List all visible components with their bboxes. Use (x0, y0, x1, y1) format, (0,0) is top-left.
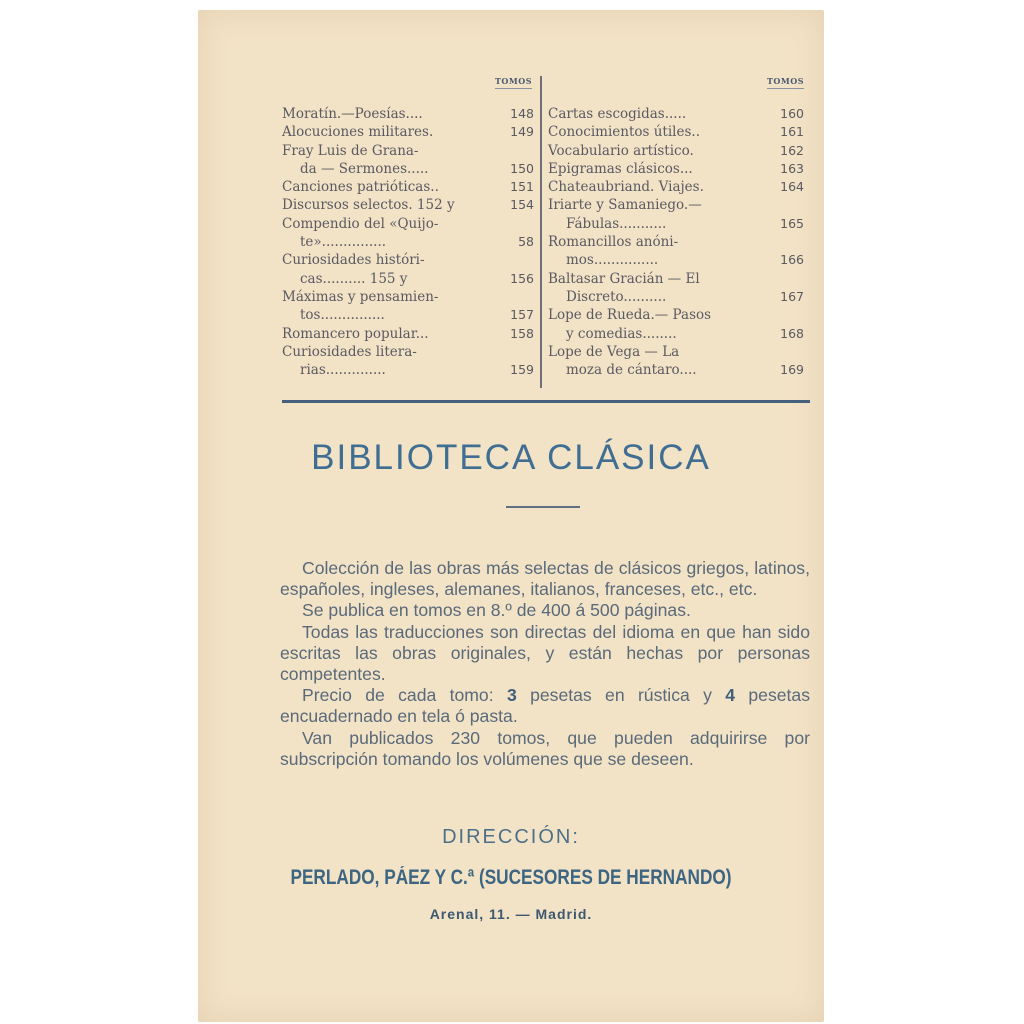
index-entry (282, 270, 540, 288)
entry-title: Epigramas clásicos... (548, 160, 693, 177)
entry-title: Cartas escogidas..... (548, 106, 687, 122)
index-entry (282, 361, 540, 379)
entry-title: Romancillos anóni- (548, 234, 679, 251)
entry-title: Discursos selectos. 152 y (282, 197, 455, 214)
index-entry (548, 325, 806, 343)
price-rustica: 3 (506, 685, 517, 706)
index-entry (282, 160, 540, 178)
paragraph-format: Se publica en tomos en 8.º de 400 á 500 páginas. (302, 600, 691, 621)
entry-volume-number: 164 (780, 179, 804, 195)
entry-title: rias.............. (300, 362, 386, 379)
price-text: pesetas encuadernado en tela ó pasta. (280, 685, 811, 727)
index-entry (548, 160, 806, 178)
entry-volume-number: 163 (780, 160, 804, 176)
entry-title: Curiosidades litera- (282, 343, 417, 360)
entry-title: Canciones patrióticas.. (282, 179, 439, 196)
paragraph-published: Van publicados 230 tomos, que pueden adquirirse por subscripción tomando los volúmenes que se deseen. (280, 727, 810, 769)
index-entry (548, 361, 806, 379)
entry-title: Fray Luis de Grana- (282, 142, 419, 159)
entry-title: Curiosidades históri- (282, 252, 425, 269)
entry-title: mos............... (566, 252, 659, 269)
index-entry (548, 233, 806, 251)
entry-volume-number: 169 (780, 362, 804, 378)
index-entry (548, 306, 806, 324)
entry-volume-number: 162 (780, 142, 804, 158)
entry-volume-number: 161 (780, 124, 804, 140)
index-entry (548, 196, 806, 214)
entry-volume-number: 58 (518, 234, 534, 250)
index-rows-left (282, 105, 540, 379)
index-entry (282, 325, 540, 343)
paragraph-price (280, 685, 810, 727)
entry-title: Discreto.......... (566, 288, 667, 305)
entry-volume-number: 166 (780, 252, 804, 268)
index-entry (282, 123, 540, 141)
index-entry (282, 251, 540, 269)
paragraph-translations: Todas las traducciones son directas del idioma en que han sido escritas las obras originales, y están hechas por personas competentes. (280, 621, 810, 685)
entry-volume-number: 167 (780, 288, 804, 304)
index-entry (282, 178, 540, 196)
entry-title: Iriarte y Samaniego.— (548, 197, 702, 214)
publisher-address: Arenal, 11. — Madrid. (429, 906, 593, 922)
index-column-right (548, 76, 806, 390)
entry-volume-number: 150 (510, 160, 534, 176)
entry-title: Baltasar Gracián — El (548, 270, 700, 287)
entry-volume-number: 157 (510, 307, 534, 323)
page-title: BIBLIOTECA CLÁSICA (311, 438, 711, 477)
description-text (280, 558, 810, 770)
entry-volume-number: 156 (510, 270, 534, 286)
entry-title: Chateaubriand. Viajes. (548, 179, 704, 196)
entry-title: te»............... (300, 234, 387, 251)
index-entry (548, 270, 806, 288)
entry-volume-number: 165 (780, 215, 804, 231)
publisher-name: PERLADO, PÁEZ Y C.ª (SUCESORES DE HERNANDO) (290, 866, 732, 889)
entry-title: cas.......... 155 y (300, 270, 408, 287)
entry-title: Máximas y pensamien- (282, 288, 439, 305)
entry-volume-number: 151 (510, 179, 534, 195)
entry-title: Lope de Rueda.— Pasos (548, 307, 712, 324)
title-underline (506, 506, 580, 508)
index-entry (282, 215, 540, 233)
price-tela: 4 (725, 685, 736, 706)
index-entry (282, 142, 540, 160)
entry-title: Moratín.—Poesías.... (282, 106, 423, 122)
direccion-heading: DIRECCIÓN: (442, 826, 580, 848)
entry-volume-number: 154 (510, 197, 534, 213)
index-rows-right (548, 105, 806, 379)
entry-title: Conocimientos útiles.. (548, 124, 700, 141)
index-column-left (282, 76, 540, 390)
entry-volume-number: 149 (510, 124, 534, 140)
price-text: Precio de cada tomo: (302, 685, 507, 706)
column-divider (540, 76, 542, 388)
index-entry (548, 123, 806, 141)
index-entry (282, 306, 540, 324)
index-entry (548, 251, 806, 269)
entry-title: y comedias........ (566, 325, 677, 342)
entry-volume-number: 159 (510, 362, 534, 378)
index-entry (282, 343, 540, 361)
entry-title: Lope de Vega — La (548, 343, 680, 360)
entry-volume-number: 168 (780, 325, 804, 341)
entry-title: da — Sermones..... (300, 160, 429, 177)
index-entry (548, 215, 806, 233)
index-entry (548, 288, 806, 306)
entry-title: Romancero popular... (282, 325, 429, 342)
price-text: pesetas en rústica y (516, 685, 726, 706)
entry-volume-number: 158 (510, 325, 534, 341)
index-entry (282, 196, 540, 214)
divider-rule (282, 400, 810, 403)
entry-title: tos............... (300, 307, 385, 324)
entry-title: Compendio del «Quijo- (282, 215, 439, 232)
index-entry (282, 288, 540, 306)
index-entry (548, 343, 806, 361)
index-entry (282, 233, 540, 251)
entry-title: Alocuciones militares. (282, 124, 434, 141)
entry-volume-number: 148 (510, 106, 534, 121)
index-entry (548, 105, 806, 123)
entry-title: Fábulas........... (566, 215, 667, 232)
entry-title: moza de cántaro.... (566, 362, 697, 379)
entry-title: Vocabulario artístico. (548, 142, 694, 159)
volume-index (282, 76, 812, 390)
index-entry (548, 142, 806, 160)
index-entry (282, 105, 540, 123)
tomos-header: TOMOS (767, 76, 804, 89)
entry-volume-number: 160 (780, 106, 804, 121)
paragraph-collection: Colección de las obras más selectas de clásicos griegos, latinos, españoles, ingleses, alemanes, italianos, franceses, etc., etc. (280, 558, 810, 600)
book-back-cover (198, 10, 824, 1022)
tomos-header: TOMOS (495, 76, 532, 89)
index-entry (548, 178, 806, 196)
